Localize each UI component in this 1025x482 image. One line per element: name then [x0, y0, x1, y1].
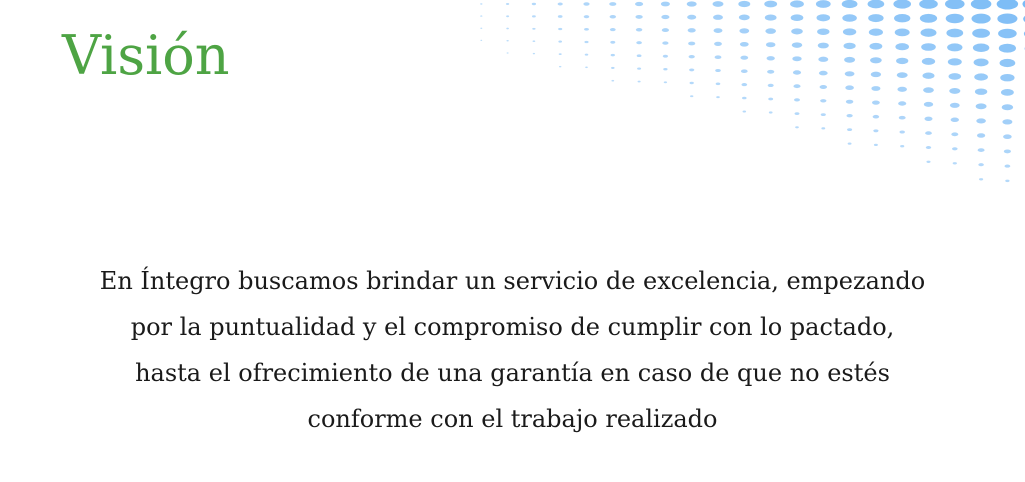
halftone-dot	[610, 41, 615, 44]
halftone-dot	[767, 56, 775, 60]
halftone-dot	[821, 127, 825, 129]
halftone-dot	[946, 29, 963, 38]
halftone-dot	[713, 1, 724, 7]
halftone-dot	[972, 14, 991, 24]
halftone-dot	[558, 15, 563, 18]
halftone-dot	[768, 98, 773, 101]
halftone-dot	[819, 71, 828, 76]
halftone-dot	[921, 29, 937, 37]
halftone-dot	[584, 15, 590, 18]
halftone-dot	[949, 73, 962, 80]
halftone-dot	[818, 43, 829, 49]
halftone-dot	[949, 88, 960, 94]
halftone-dot	[532, 3, 536, 5]
halftone-dot	[690, 82, 694, 84]
halftone-dot	[998, 29, 1017, 39]
halftone-dot	[741, 69, 748, 73]
halftone-dot	[638, 81, 641, 83]
halftone-dot	[742, 83, 748, 86]
halftone-dot	[661, 15, 669, 19]
halftone-dot	[533, 53, 535, 54]
halftone-dot	[975, 88, 987, 94]
halftone-dot	[792, 56, 801, 61]
halftone-dot	[742, 97, 747, 100]
halftone-dot	[919, 0, 938, 9]
halftone-dot	[611, 54, 615, 56]
halftone-dot	[842, 14, 857, 22]
halftone-dot	[636, 28, 642, 32]
halftone-dot	[610, 28, 616, 31]
halftone-dot	[842, 0, 858, 8]
halftone-dot	[688, 28, 696, 32]
halftone-dot	[896, 58, 908, 64]
halftone-dot	[946, 14, 964, 23]
halftone-dot	[820, 99, 826, 102]
halftone-dot	[637, 54, 642, 57]
halftone-dot	[584, 28, 589, 31]
halftone-dot	[795, 112, 800, 115]
halftone-dot	[1005, 180, 1009, 182]
halftone-dot	[532, 40, 535, 42]
paragraph-line: conforme con el trabajo realizado	[307, 405, 718, 433]
halftone-dot	[895, 29, 910, 37]
halftone-dot	[844, 43, 856, 49]
halftone-dot	[871, 86, 880, 91]
halftone-dot	[921, 43, 936, 51]
halftone-dot	[636, 41, 642, 44]
halftone-dot	[920, 14, 937, 23]
halftone-dot	[974, 73, 988, 80]
halftone-dot	[997, 0, 1018, 10]
halftone-dot	[609, 2, 616, 6]
halftone-dot	[689, 68, 694, 71]
halftone-dot	[662, 28, 669, 32]
halftone-dot	[713, 15, 723, 20]
halftone-dot	[895, 43, 909, 50]
halftone-dot	[740, 42, 749, 47]
halftone-dot	[791, 28, 803, 34]
halftone-dot	[506, 15, 509, 17]
halftone-dot	[765, 15, 777, 21]
halftone-dot	[584, 41, 588, 43]
halftone-dot	[739, 28, 749, 33]
vision-paragraph	[40, 258, 985, 442]
halftone-dot	[1002, 104, 1013, 110]
paragraph-line: por la puntualidad y el compromiso de cumplir con lo pactado,	[130, 313, 895, 341]
halftone-dot	[637, 67, 641, 69]
halftone-dot	[635, 2, 643, 6]
halftone-dot	[868, 14, 883, 22]
halftone-dot	[951, 118, 959, 123]
halftone-dot	[558, 3, 563, 6]
halftone-dot	[480, 40, 482, 41]
halftone-dot	[532, 28, 535, 30]
halftone-dot	[1000, 74, 1014, 81]
halftone-dot	[977, 133, 985, 137]
halftone-dot	[480, 28, 482, 29]
halftone-dot	[869, 29, 883, 36]
halftone-dot	[898, 101, 906, 105]
halftone-dot	[532, 15, 536, 17]
halftone-dot	[922, 58, 935, 65]
halftone-dot	[506, 40, 508, 41]
halftone-dot	[971, 0, 992, 9]
halftone-dot	[951, 132, 958, 136]
halftone-dot	[715, 69, 721, 72]
halftone-dot	[559, 53, 562, 55]
halftone-dot	[979, 178, 983, 180]
halftone-dot	[846, 100, 853, 104]
halftone-dot	[585, 54, 588, 56]
halftone-dot	[845, 85, 854, 90]
halftone-dot	[793, 70, 801, 74]
halftone-dot	[972, 29, 990, 38]
halftone-dot	[869, 43, 882, 50]
halftone-dot	[873, 115, 880, 119]
halftone-dot	[795, 126, 799, 128]
halftone-dot	[1005, 165, 1011, 168]
halftone-dot	[974, 58, 989, 66]
halftone-dot	[1002, 119, 1012, 124]
halftone-dot	[845, 71, 855, 76]
halftone-dot	[506, 28, 509, 30]
halftone-dot	[611, 67, 615, 69]
halftone-dot	[818, 57, 828, 62]
halftone-dot	[844, 57, 855, 63]
halftone-dot	[1003, 134, 1012, 139]
page-title: Visión	[62, 24, 230, 87]
halftone-dot	[924, 102, 933, 107]
halftone-dot	[923, 87, 934, 93]
halftone-dot	[945, 0, 965, 9]
halftone-dot	[740, 56, 748, 60]
halftone-dot	[766, 42, 775, 47]
halftone-dot	[687, 15, 696, 20]
halftone-dot	[926, 146, 931, 149]
halftone-dot	[662, 41, 668, 44]
halftone-dot	[769, 111, 773, 113]
halftone-dot	[716, 83, 721, 86]
halftone-dot	[871, 72, 881, 77]
halftone-dot	[764, 1, 777, 8]
halftone-dot	[558, 28, 562, 30]
halftone-dot	[1001, 89, 1014, 96]
halftone-dot	[926, 161, 930, 163]
paragraph-line: hasta el ofrecimiento de una garantía en caso de que no estés	[135, 359, 890, 387]
halftone-dot	[817, 14, 831, 21]
halftone-dot	[978, 163, 984, 166]
halftone-dot	[611, 80, 614, 82]
halftone-dot	[874, 144, 878, 146]
halftone-dot	[767, 70, 774, 74]
halftone-dot	[507, 52, 509, 53]
halftone-dot	[868, 0, 885, 8]
halftone-dot	[738, 1, 750, 7]
halftone-dot	[948, 58, 962, 65]
halftone-dot	[664, 81, 667, 83]
halftone-dot	[663, 55, 668, 58]
halftone-dot	[870, 57, 882, 63]
paragraph-line: En Íntegro buscamos brindar un servicio de excelencia, empezando	[99, 267, 926, 295]
halftone-dot	[480, 3, 482, 4]
halftone-dot	[817, 28, 829, 34]
halftone-dot	[820, 85, 827, 89]
halftone-dot	[976, 118, 986, 123]
halftone-dot	[893, 0, 911, 9]
halftone-dot	[768, 84, 774, 87]
halftone-dot	[923, 73, 935, 79]
halftone-dot	[558, 41, 562, 43]
halftone-dot	[843, 28, 856, 35]
halftone-dot	[816, 0, 831, 8]
halftone-dot	[952, 147, 958, 150]
halftone-dot	[894, 14, 910, 22]
halftone-dot	[765, 28, 776, 34]
halftone-dot	[847, 114, 853, 117]
halftone-dot	[689, 55, 695, 58]
halftone-dot	[794, 98, 800, 101]
halftone-dot	[635, 15, 642, 19]
halftone-dot	[791, 14, 804, 21]
halftone-dot	[947, 43, 962, 51]
halftone-dot	[872, 101, 880, 105]
halftone-dot	[925, 131, 932, 135]
halftone-dot	[873, 129, 878, 132]
halftone-dot	[716, 96, 720, 98]
halftone-dot	[973, 44, 989, 53]
halftone-dot	[583, 2, 589, 5]
halftone-dot	[899, 116, 906, 120]
halftone-dot	[743, 110, 747, 112]
halftone-dot	[900, 145, 904, 147]
halftone-dot	[715, 55, 722, 59]
halftone-dot	[1004, 149, 1011, 153]
halftone-dot	[739, 15, 750, 21]
halftone-dot	[690, 95, 693, 97]
halftone-dot	[821, 113, 826, 116]
halftone-dot	[924, 117, 932, 121]
halftone-dot	[687, 1, 697, 6]
halftone-dot	[953, 162, 957, 164]
halftone-dot	[480, 15, 482, 16]
halftone-dot	[688, 42, 695, 46]
halftone-dot	[714, 28, 723, 33]
halftone-dot	[897, 72, 908, 78]
halftone-dot	[585, 66, 588, 68]
halftone-dot	[661, 2, 670, 7]
halftone-dot	[847, 128, 852, 131]
halftone-dot	[790, 0, 804, 7]
halftone-dot	[663, 68, 667, 70]
halftone-dot	[950, 103, 960, 108]
halftone-dot	[714, 42, 722, 46]
halftone-dot	[997, 14, 1017, 24]
halftone-dot	[793, 84, 800, 88]
halftone-dot	[897, 87, 907, 92]
halftone-dot	[792, 42, 802, 48]
halftone-dot	[610, 15, 616, 19]
halftone-dot	[506, 3, 509, 5]
halftone-dot	[559, 66, 562, 68]
halftone-dot	[899, 130, 904, 133]
halftone-dot	[848, 143, 852, 145]
halftone-dot	[999, 44, 1016, 53]
halftone-dot	[976, 103, 987, 109]
halftone-dot	[1000, 59, 1016, 67]
halftone-dot	[978, 148, 985, 152]
